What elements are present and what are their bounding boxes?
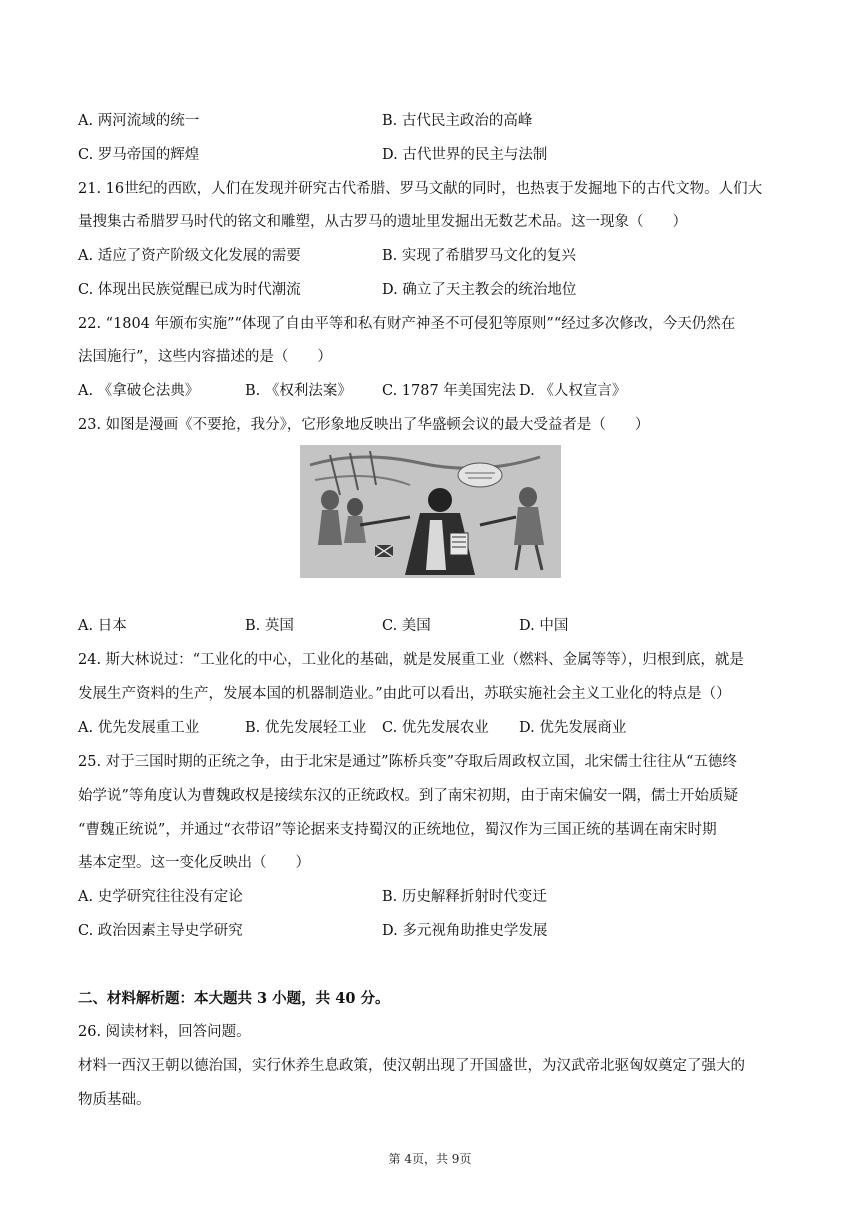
q22-stem-line1: 22. “1804 年颁布实施”“体现了自由平等和私有财产神圣不可侵犯等原则”“经过多次修改，今天仍然在 bbox=[78, 316, 736, 332]
q23-option-b: B. 英国 bbox=[245, 618, 294, 634]
q25-option-a: A. 史学研究往往没有定论 bbox=[78, 889, 243, 905]
q25-option-c: C. 政治因素主导史学研究 bbox=[78, 923, 243, 939]
q25-option-d: D. 多元视角助推史学发展 bbox=[382, 923, 548, 939]
q20-option-b: B. 古代民主政治的高峰 bbox=[382, 113, 533, 129]
q25-stem-line3: “曹魏正统说”，并通过“衣带诏”等论据来支持蜀汉的正统地位，蜀汉作为三国正统的基调在南宋时期 bbox=[78, 822, 717, 838]
q23-option-a: A. 日本 bbox=[78, 618, 127, 634]
q23-stem: 23. 如图是漫画《不要抢，我分》，它形象地反映出了华盛顿会议的最大受益者是（ ） bbox=[78, 417, 650, 433]
q20-option-c: C. 罗马帝国的辉煌 bbox=[78, 147, 200, 163]
q26-material-line1: 材料一西汉王朝以德治国，实行休养生息政策，使汉朝出现了开国盛世，为汉武帝北驱匈奴奠定了强大的 bbox=[78, 1058, 745, 1074]
q24-stem-line1: 24. 斯大林说过：“工业化的中心，工业化的基础，就是发展重工业（燃料、金属等等），归根到底，就是 bbox=[78, 652, 744, 668]
q25-stem-line2: 始学说”等角度认为曹魏政权是接续东汉的正统政权。到了南宋初期，由于南宋偏安一隅，儒士开始质疑 bbox=[78, 788, 738, 804]
q20-option-d: D. 古代世界的民主与法制 bbox=[382, 147, 548, 163]
q24-option-a: A. 优先发展重工业 bbox=[78, 720, 200, 736]
q20-option-a: A. 两河流域的统一 bbox=[78, 113, 200, 129]
q23-option-c: C. 美国 bbox=[382, 618, 431, 634]
q25-stem-line1: 25. 对于三国时期的正统之争，由于北宋是通过”陈桥兵变”夺取后周政权立国，北宋儒士往往从“五德终 bbox=[78, 754, 737, 770]
q21-option-b: B. 实现了希腊罗马文化的复兴 bbox=[382, 248, 576, 264]
q26-stem: 26. 阅读材料，回答问题。 bbox=[78, 1024, 251, 1040]
q21-stem-line1: 21. 16世纪的西欧，人们在发现并研究古代希腊、罗马文献的同时，也热衷于发掘地下的古代文物。人们大 bbox=[78, 181, 763, 197]
q26-material-line2: 物质基础。 bbox=[78, 1092, 151, 1108]
q22-option-d: D. 《人权宣言》 bbox=[519, 383, 627, 399]
q22-option-b: B. 《权利法案》 bbox=[245, 383, 352, 399]
q25-option-b: B. 历史解释折射时代变迁 bbox=[382, 889, 547, 905]
q22-stem-line2: 法国施行”，这些内容描述的是（ ） bbox=[78, 349, 332, 365]
q21-option-a: A. 适应了资产阶级文化发展的需要 bbox=[78, 248, 301, 264]
section-heading: 二、材料解析题：本大题共 3 小题，共 40 分。 bbox=[78, 990, 390, 1007]
q21-stem-line2: 量搜集古希腊罗马时代的铭文和雕塑，从古罗马的遗址里发掘出无数艺术品。这一现象（ ） bbox=[78, 214, 687, 230]
q24-stem-line2: 发展生产资料的生产，发展本国的机器制造业。”由此可以看出，苏联实施社会主义工业化的特点是（） bbox=[78, 686, 731, 702]
q24-option-d: D. 优先发展商业 bbox=[519, 720, 627, 736]
q24-option-c: C. 优先发展农业 bbox=[382, 720, 489, 736]
q22-option-a: A. 《拿破仑法典》 bbox=[78, 383, 200, 399]
cartoon-image bbox=[300, 445, 561, 578]
q21-option-c: C. 体现出民族觉醒已成为时代潮流 bbox=[78, 282, 301, 298]
q25-stem-line4: 基本定型。这一变化反映出（ ） bbox=[78, 855, 310, 871]
q24-option-b: B. 优先发展轻工业 bbox=[245, 720, 367, 736]
q22-option-c: C. 1787 年美国宪法 bbox=[382, 383, 516, 399]
q21-option-d: D. 确立了天主教会的统治地位 bbox=[382, 282, 577, 298]
q23-option-d: D. 中国 bbox=[519, 618, 569, 634]
page-footer: 第 4页，共 9页 bbox=[388, 1152, 472, 1166]
